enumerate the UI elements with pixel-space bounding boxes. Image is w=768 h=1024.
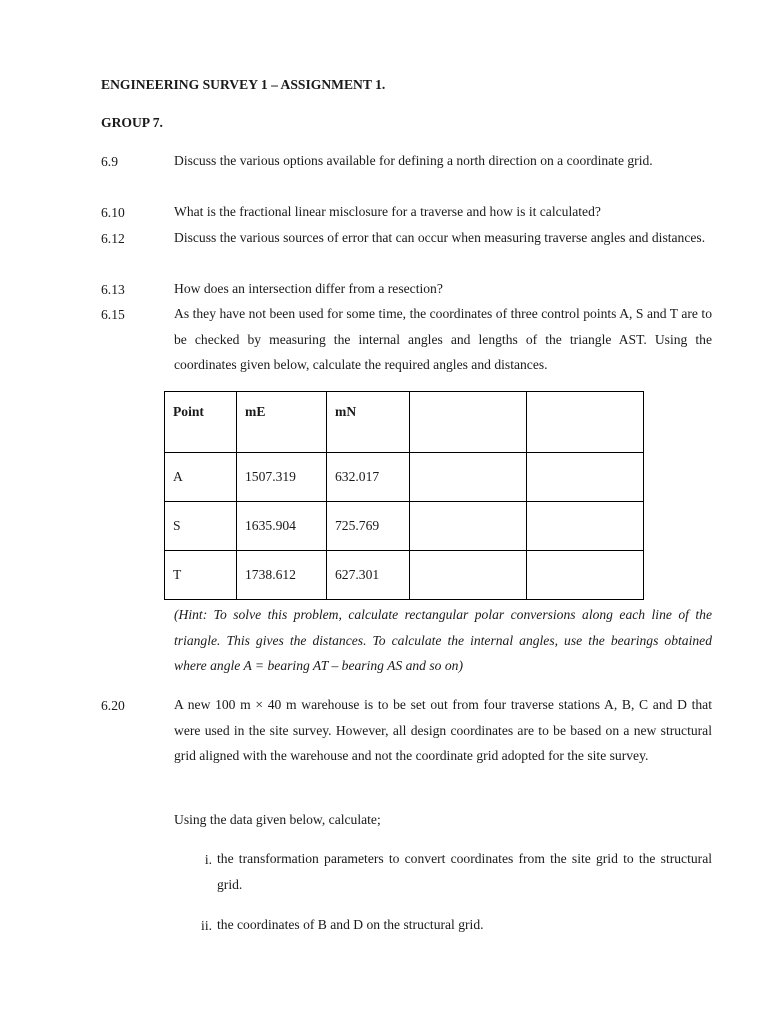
coordinates-table (164, 391, 644, 600)
question-number: 6.15 (101, 307, 125, 322)
hint-text: (Hint: To solve this problem, calculate rectangular polar conversions along each line of the triangle. This gives the distances. To calculate the internal angles, use the bearings obtained where angle A = bearing AT – bearing AS and so on) (174, 607, 712, 673)
table-row (165, 551, 644, 600)
list-marker: ii. (201, 918, 212, 933)
question-number: 6.13 (101, 282, 125, 297)
table-header-cell: mE (237, 392, 327, 453)
question-number: 6.10 (101, 205, 125, 220)
table-header-row (165, 392, 644, 453)
table-header-cell (527, 392, 644, 453)
table-cell: 1738.612 (237, 551, 327, 600)
question-text: What is the fractional linear misclosure for a traverse and how is it calculated? (174, 204, 601, 219)
table-cell: S (165, 502, 237, 551)
document-title: ENGINEERING SURVEY 1 – ASSIGNMENT 1. (101, 77, 386, 92)
group-heading: GROUP 7. (101, 115, 163, 130)
table-cell: 1507.319 (237, 453, 327, 502)
list-item: the transformation parameters to convert coordinates from the site grid to the structural grid. (217, 851, 712, 892)
table-cell (410, 502, 527, 551)
question-intro: Using the data given below, calculate; (174, 812, 381, 827)
list-item: the coordinates of B and D on the structural grid. (217, 917, 484, 932)
question-number: 6.20 (101, 698, 125, 713)
table-cell (410, 551, 527, 600)
table-row (165, 453, 644, 502)
table-cell (527, 551, 644, 600)
question-text: How does an intersection differ from a resection? (174, 281, 443, 296)
table-cell: 632.017 (327, 453, 410, 502)
table-header-cell (410, 392, 527, 453)
question-text: Discuss the various sources of error that can occur when measuring traverse angles and distances. (174, 230, 706, 245)
table-cell: 1635.904 (237, 502, 327, 551)
table-cell: A (165, 453, 237, 502)
question-number: 6.12 (101, 231, 125, 246)
question-text: Discuss the various options available for defining a north direction on a coordinate grid. (174, 153, 653, 168)
table-cell (527, 453, 644, 502)
table-cell: 725.769 (327, 502, 410, 551)
table-row (165, 502, 644, 551)
question-text: As they have not been used for some time, the coordinates of three control points A, S and T are to be checked by measuring the internal angles and lengths of the triangle AST. Using the coordinates given below, calculate the required angles and distances. (174, 306, 712, 372)
table-cell (410, 453, 527, 502)
list-marker: i. (204, 852, 212, 867)
table-header-cell: Point (165, 392, 237, 453)
question-number: 6.9 (101, 154, 118, 169)
table-header-cell: mN (327, 392, 410, 453)
table-cell: 627.301 (327, 551, 410, 600)
question-text: A new 100 m × 40 m warehouse is to be set out from four traverse stations A, B, C and D that were used in the site survey. However, all design coordinates are to be based on a new structural grid aligned with the warehouse and not the coordinate grid adopted for the site survey. (174, 697, 712, 763)
table-cell: T (165, 551, 237, 600)
table-cell (527, 502, 644, 551)
